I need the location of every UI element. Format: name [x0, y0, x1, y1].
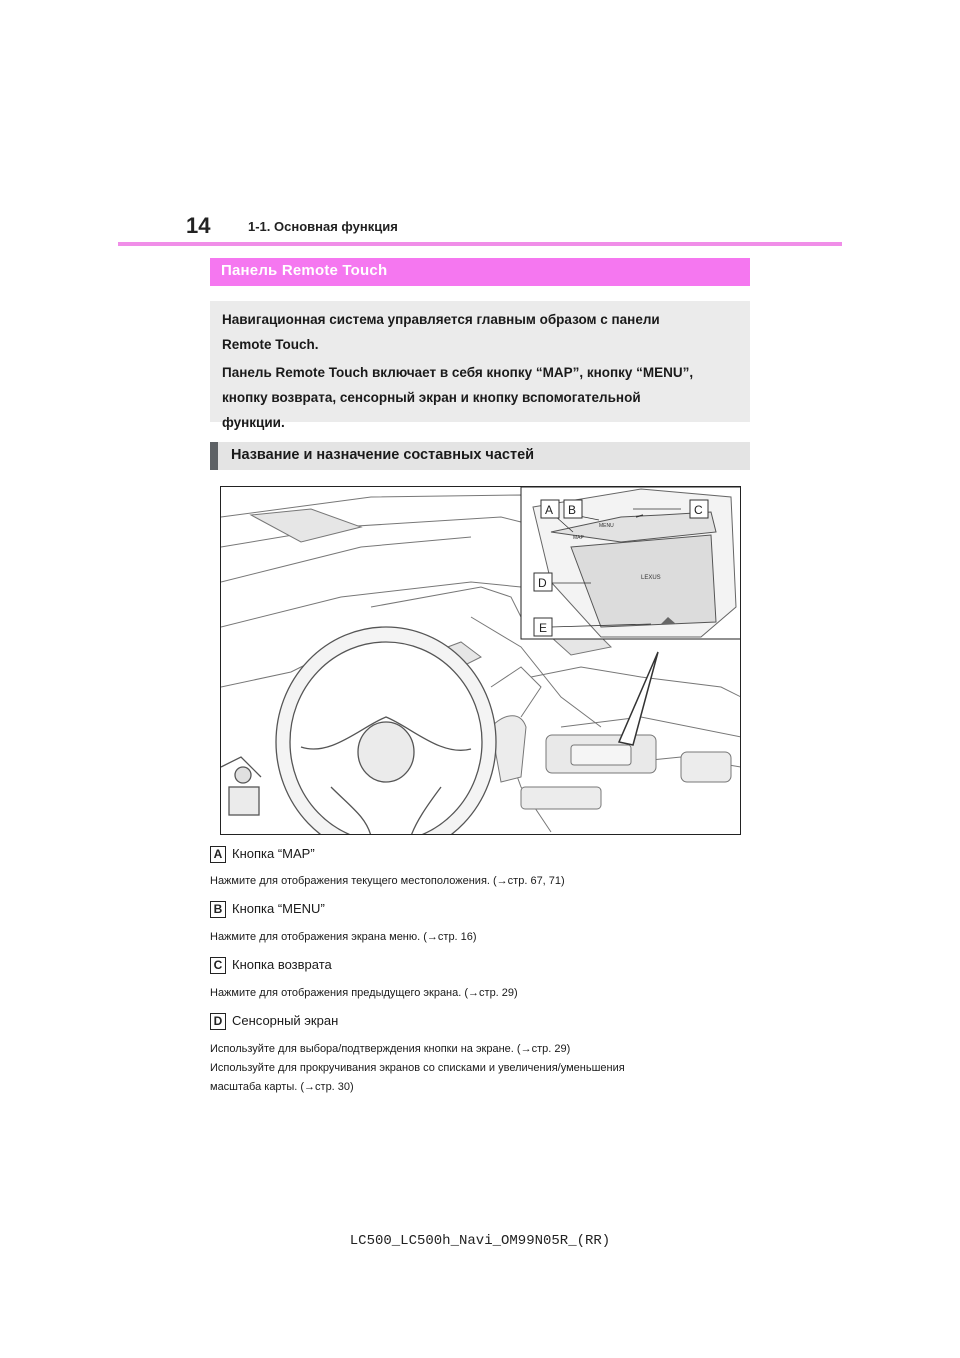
- header-rule: [118, 242, 842, 246]
- intro-box: [210, 301, 750, 430]
- intro-line-4: кнопку возврата, сенсорный экран и кнопку вспомогательной: [222, 390, 641, 405]
- item-title: Кнопка возврата: [232, 957, 332, 972]
- item-description-line-2: Используйте для прокручивания экранов со списками и увеличения/уменьшения: [210, 1062, 625, 1074]
- intro-line-2: Remote Touch.: [222, 337, 319, 352]
- inset-menu-label: MENU: [599, 523, 614, 529]
- item-title: Кнопка “MENU”: [232, 901, 325, 916]
- item-return-button: [210, 957, 750, 1003]
- badge-a: A: [210, 846, 226, 863]
- callout-e: E: [539, 621, 548, 635]
- inset-logo: LEXUS: [641, 575, 661, 581]
- callout-c: C: [694, 503, 703, 517]
- item-description-line-1: Используйте для выбора/подтверждения кнопки на экране. (→стр. 29): [210, 1043, 571, 1055]
- item-description: Нажмите для отображения экрана меню. (→стр. 16): [210, 931, 477, 943]
- document-code-footer: LC500_LC500h_Navi_OM99N05R_(RR): [349, 1233, 611, 1249]
- section-title: 1-1. Основная функция: [248, 219, 398, 234]
- inset-map-label: MAP: [573, 535, 584, 541]
- item-title: Кнопка “MAP”: [232, 846, 315, 861]
- item-description-line-3: масштаба карты. (→стр. 30): [210, 1081, 354, 1093]
- parts-banner-bar: [210, 442, 218, 470]
- item-touch-screen: [210, 1013, 750, 1097]
- intro-line-3: Панель Remote Touch включает в себя кнопку “MAP”, кнопку “MENU”,: [222, 365, 694, 380]
- item-description: Нажмите для отображения текущего местоположения. (→стр. 67, 71): [210, 875, 565, 887]
- parts-banner-title: Название и назначение составных частей: [231, 447, 535, 463]
- illustration-svg: [221, 487, 741, 835]
- intro-line-1: Навигационная система управляется главным образом с панели: [222, 312, 660, 327]
- callout-d: D: [538, 576, 547, 590]
- item-map-button: [210, 846, 750, 891]
- remote-touch-illustration: [220, 486, 741, 835]
- item-description: Нажмите для отображения предыдущего экрана. (→стр. 29): [210, 987, 518, 999]
- callout-b: B: [568, 503, 577, 517]
- page-number: 14: [186, 213, 211, 238]
- badge-b: B: [210, 901, 226, 918]
- intro-line-5: функции.: [222, 415, 285, 430]
- callout-a: A: [545, 503, 554, 517]
- badge-d: D: [210, 1013, 226, 1030]
- panel-banner-title: Панель Remote Touch: [221, 262, 388, 279]
- item-menu-button: [210, 901, 750, 947]
- item-title: Сенсорный экран: [232, 1013, 339, 1028]
- badge-c: C: [210, 957, 226, 974]
- panel-banner: [210, 258, 750, 286]
- parts-banner: [210, 442, 750, 470]
